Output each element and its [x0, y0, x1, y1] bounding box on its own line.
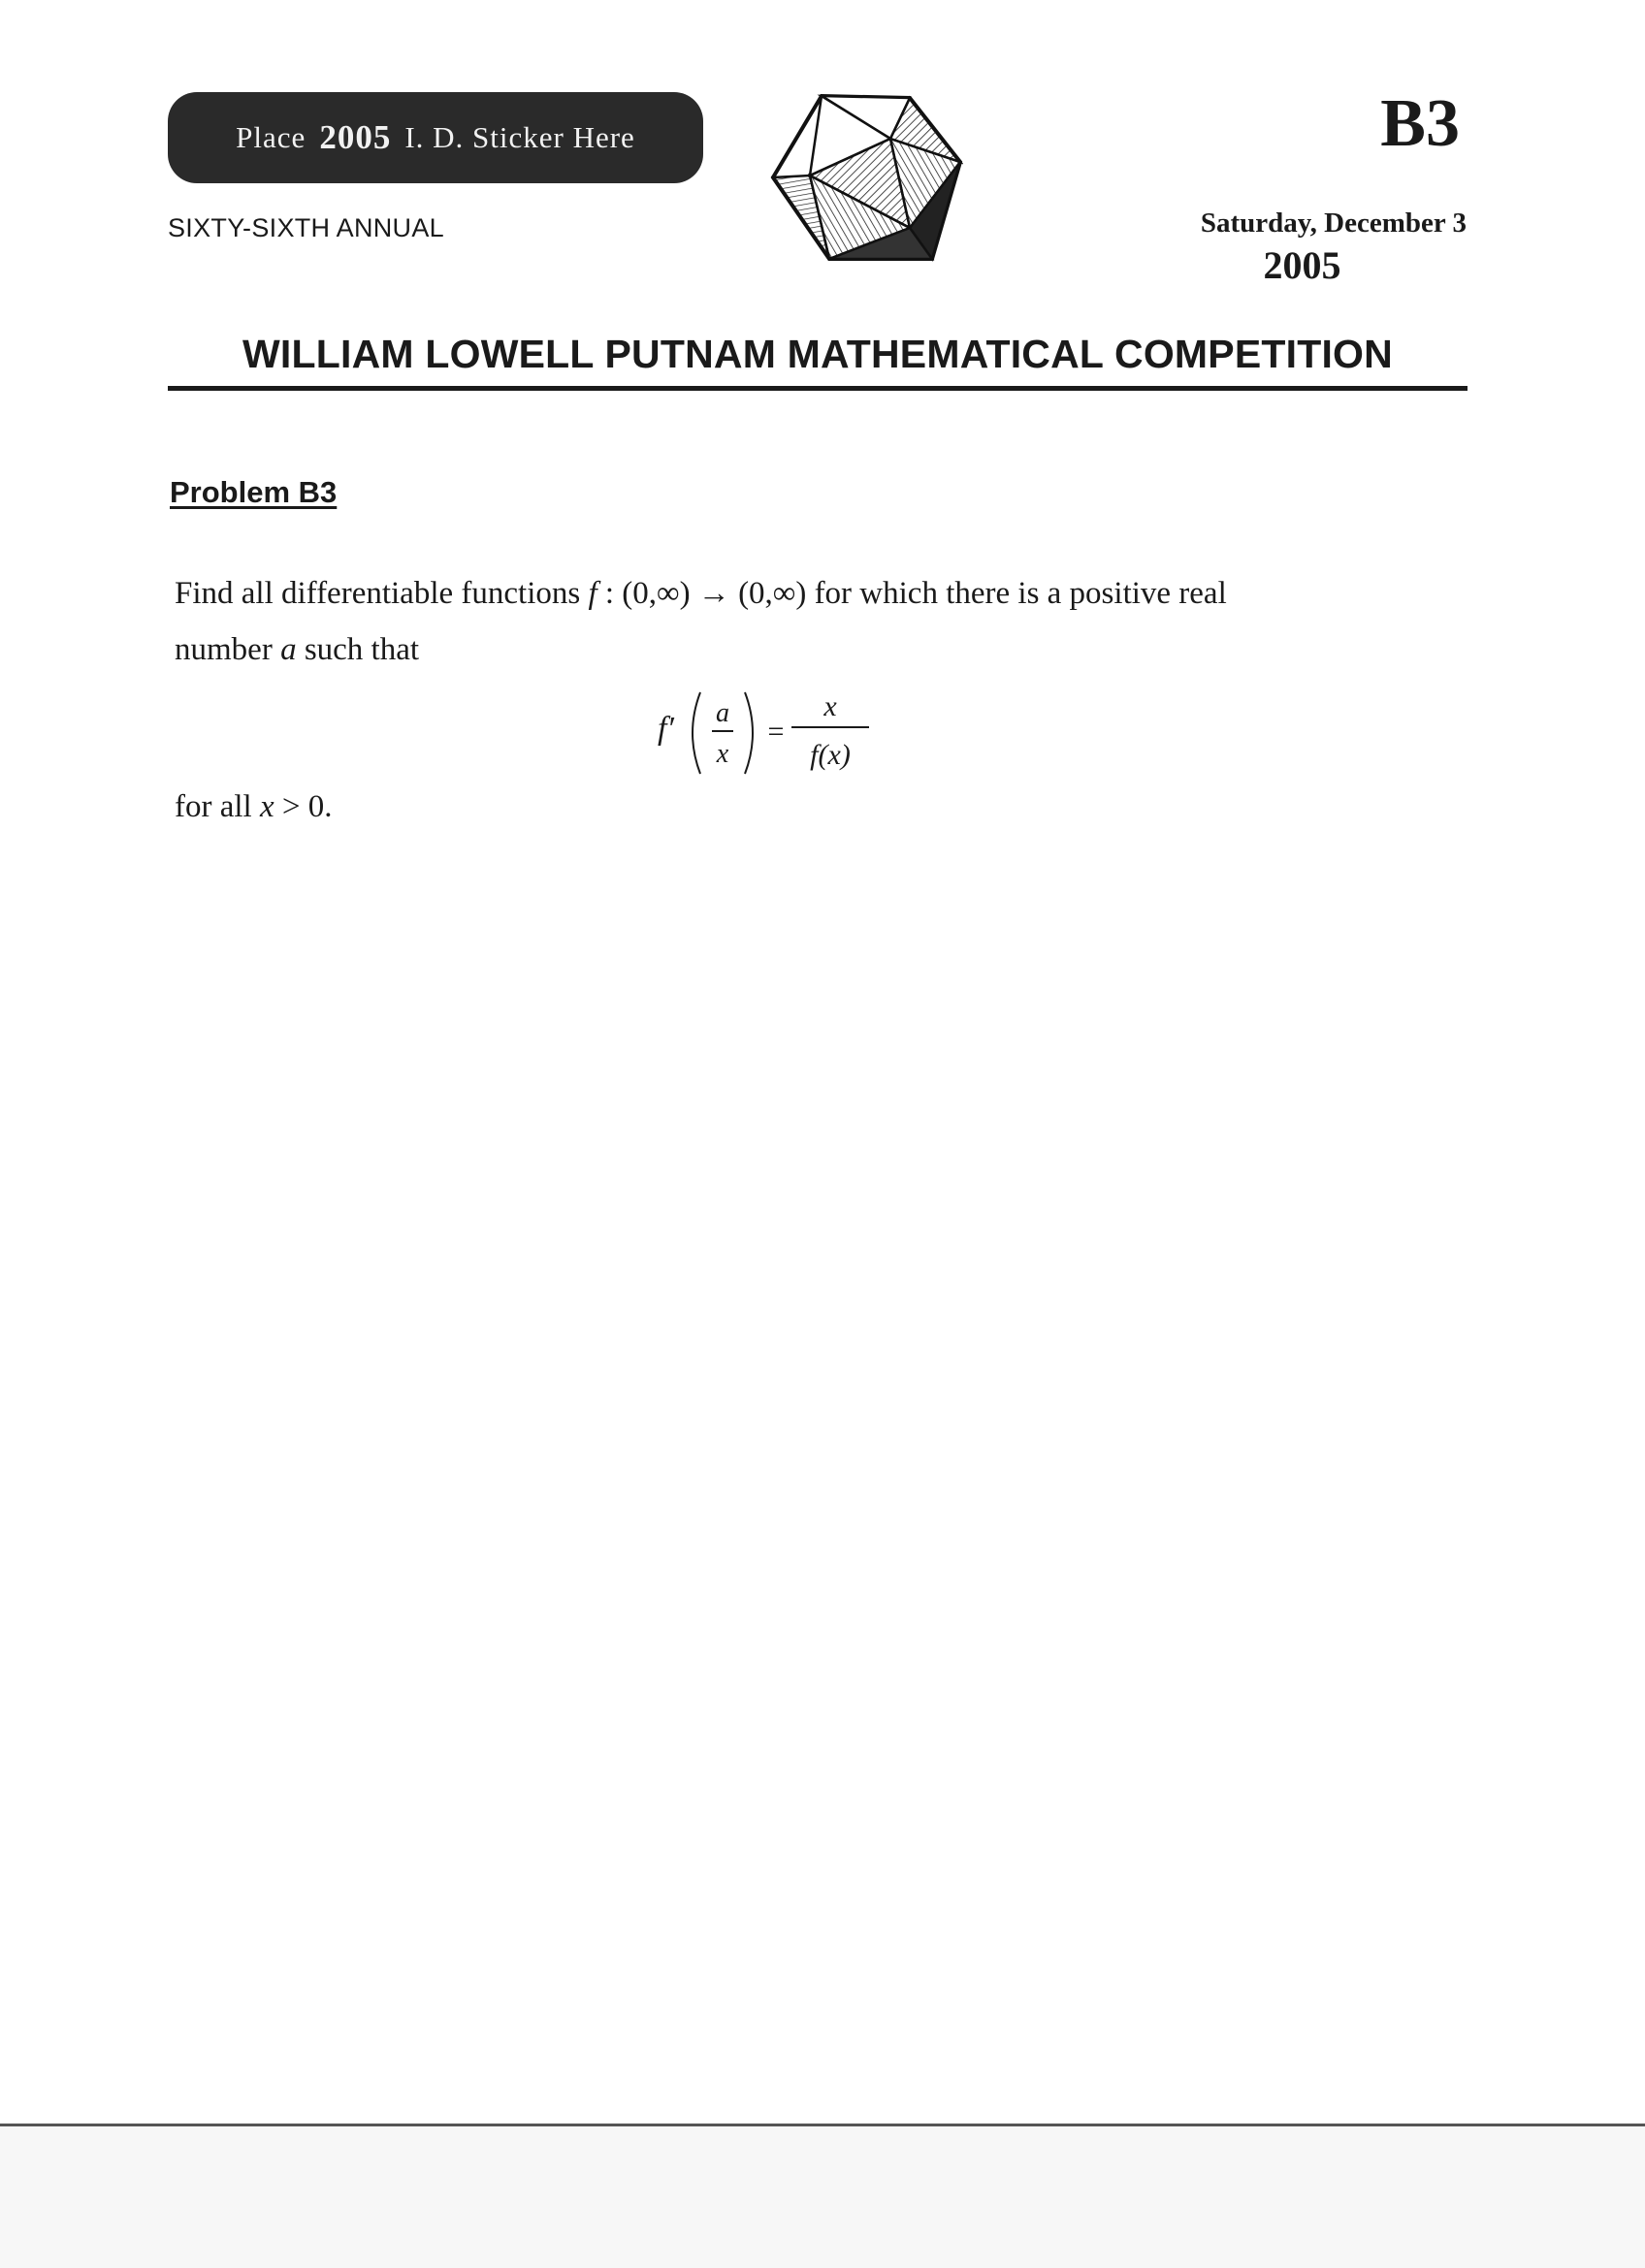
formula-equals: = [767, 716, 785, 748]
formula-f-prime: f′ [658, 711, 674, 747]
function-symbol: f [588, 576, 597, 611]
problem-text-line-1 [175, 574, 1227, 613]
formula-numerator: a [716, 698, 729, 728]
text-part: : (0,∞) → (0,∞) for which there is a positive real [597, 576, 1227, 611]
exam-date: Saturday, December 3 [1200, 208, 1467, 239]
sticker-year: 2005 [319, 118, 392, 156]
variable-a: a [280, 632, 297, 667]
variable-x: x [259, 789, 274, 824]
polyhedron-logo-icon [769, 92, 963, 267]
problem-label: Problem B3 [170, 475, 338, 509]
form-code: B3 [1380, 86, 1460, 161]
id-sticker-box [168, 92, 703, 183]
competition-title: WILLIAM LOWELL PUTNAM MATHEMATICAL COMPETITION [242, 332, 1393, 376]
problem-text-line-3 [175, 787, 333, 826]
title-rule [168, 386, 1468, 391]
annual-label: SIXTY-SIXTH ANNUAL [168, 213, 444, 242]
formula-rhs-denominator: f(x) [810, 739, 851, 771]
sticker-text-pre: Place [236, 120, 306, 154]
exam-year: 2005 [1263, 243, 1341, 287]
functional-equation [650, 679, 883, 785]
text-part: for all [175, 789, 260, 824]
formula-rhs-numerator: x [823, 690, 837, 722]
scan-edge-shade [0, 2126, 1645, 2268]
formula-denominator: x [716, 739, 729, 769]
text-part: number [175, 632, 281, 667]
problem-text-line-2 [175, 630, 419, 669]
text-part: > 0. [274, 789, 333, 824]
text-part: Find all differentiable functions [175, 576, 589, 611]
text-part: such that [296, 632, 420, 667]
sticker-text-post: I. D. Sticker Here [404, 120, 635, 154]
